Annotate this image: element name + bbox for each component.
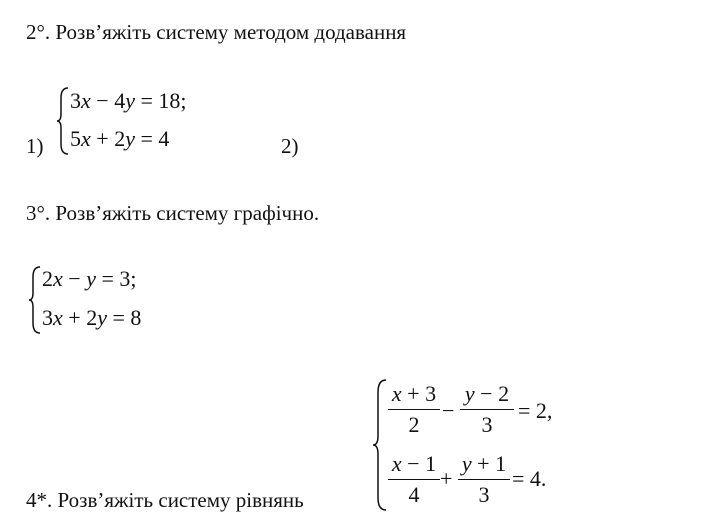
task4-eq2-rhs: = 4. [512,466,547,491]
task4-eq1-fraction-2: y − 2 3 [460,381,514,438]
task2-system-brace [56,86,70,156]
task4-heading: 4*. Розв’яжіть систему рівнянь [26,488,304,512]
task4-eq2-fraction-2: y + 1 3 [458,451,510,508]
task2-item-1-label: 1) [26,134,44,158]
task4-eq2-fraction-1: x − 1 4 [388,451,440,508]
task4-eq2-operator: + [440,466,453,491]
task4-system-brace [372,378,388,512]
task2-equation-1: 3x − 4y = 18; [70,88,187,113]
task4-eq1-rhs: = 2, [518,398,553,423]
task3-equation-1: 2x − y = 3; [42,266,137,291]
task3-equation-2: 3x + 2y = 8 [42,305,142,330]
task4-eq1-operator: − [442,398,455,423]
task3-heading: 3°. Розв’яжіть систему графічно. [26,201,320,225]
task2-item-2-label: 2) [281,134,299,158]
task4-eq1-fraction-1: x + 3 2 [388,381,440,438]
task2-equation-2: 5x + 2y = 4 [70,126,170,151]
task2-heading: 2°. Розв’яжіть систему методом додавання [26,20,407,44]
task3-system-brace [28,265,42,335]
